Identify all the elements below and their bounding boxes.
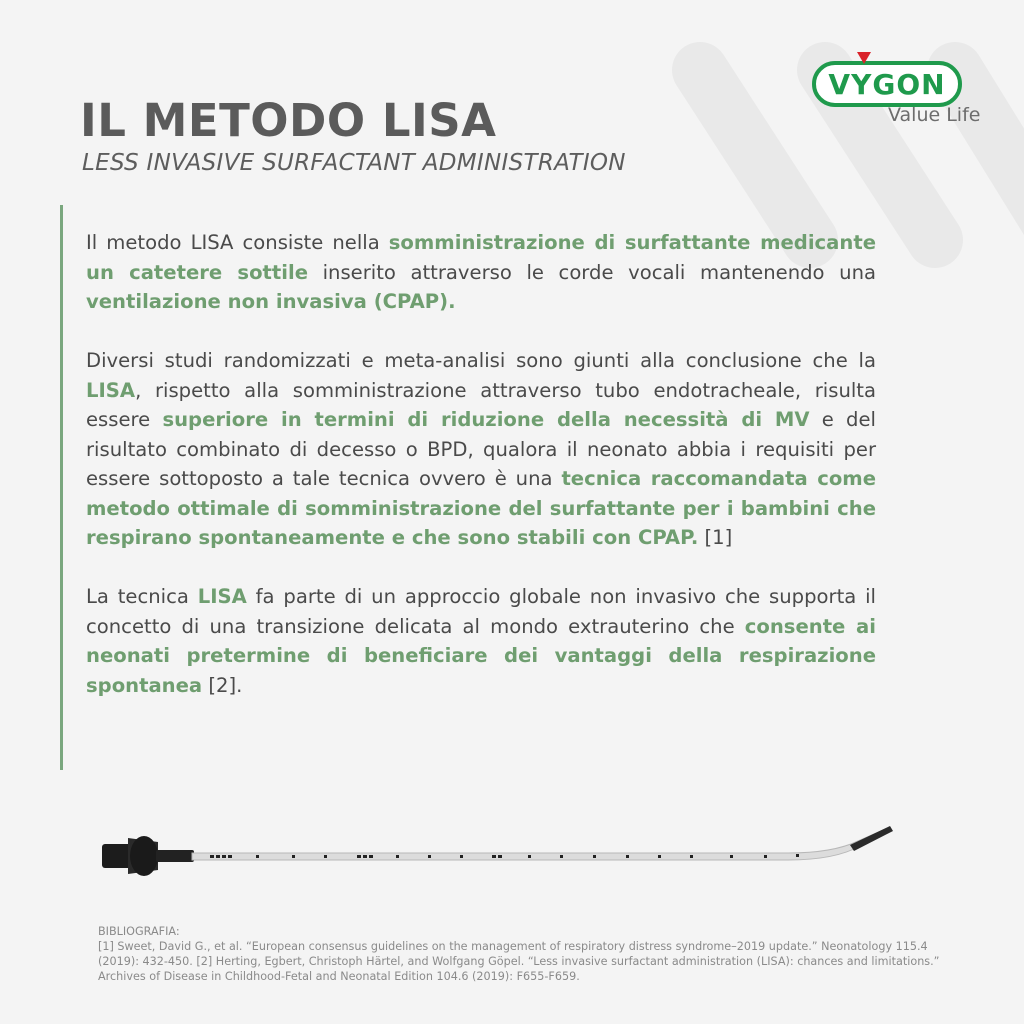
text-run: , rispetto alla somministrazione attraverso tubo endotracheale, risulta essere (86, 378, 876, 431)
highlight-run: superiore in termini di riduzione della necessità di MV (162, 408, 810, 431)
paragraph-1 (86, 228, 876, 317)
body-text (86, 228, 876, 730)
highlight-run: somministrazione di surfattante medicante un catetere sottile (86, 231, 876, 284)
logo-wordmark: VYGON (828, 67, 946, 101)
text-run: Diversi studi randomizzati e meta-analisi sono giunti alla conclusione che la (86, 349, 876, 372)
highlight-run: ventilazione non invasiva (CPAP). (86, 290, 456, 313)
text-run: [2]. (202, 673, 243, 697)
vygon-logo (812, 48, 992, 128)
highlight-run: LISA (197, 585, 247, 608)
text-run: Il metodo LISA consiste nella (86, 231, 389, 254)
accent-vertical-bar (60, 205, 63, 770)
paragraph-3 (86, 582, 876, 700)
logo-red-triangle-icon (857, 52, 871, 64)
highlight-run: consente ai neonati pretermine di beneficiare dei vantaggi della respirazione spontanea (86, 614, 876, 697)
text-run: [1] (698, 526, 733, 549)
text-run: inserito attraverso le corde vocali mantenendo una (307, 260, 876, 284)
logo-pill (812, 61, 962, 107)
text-run: fa parte di un approccio globale non invasivo che supporta il concetto di una transizione delicata al mondo extrauterino che (86, 585, 876, 638)
text-run: La tecnica (86, 585, 198, 608)
highlight-run: tecnica raccomandata come metodo ottimale di somministrazione del surfattante per i bambini che respirano spontaneamente e che sono stabili con CPAP. (86, 467, 876, 549)
bibliography-text: [1] Sweet, David G., et al. “European consensus guidelines on the management of respiratory distress syndrome–2019 update.” Neonatology 115.4 (2019): 432-450. [2] Herting, Egbert, Christoph Härtel, and Wolfgang Göpel. “Less invasive surfactant administration (LISA): chances and limitations.” Archives of Disease in Childhood-Fetal and Neonatal Edition 104.6 (2019): F655-F659. (98, 940, 940, 983)
bibliography (98, 924, 958, 984)
lisa-catheter-illustration (98, 818, 898, 888)
catheter-hub (102, 836, 194, 876)
catheter-tube (192, 827, 892, 860)
page-title: IL METODO LISA (80, 94, 497, 147)
stripe-1 (700, 70, 810, 240)
logo-tagline: Value Life (888, 104, 981, 126)
paragraph-2 (86, 346, 876, 553)
text-run: e del risultato combinato di decesso o BPD, qualora il neonato abbia i requisiti per essere sottoposto a tale tecnica ovvero è una (86, 408, 876, 490)
bibliography-heading: BIBLIOGRAFIA: (98, 925, 180, 938)
highlight-run: LISA (86, 378, 136, 402)
catheter-tip (850, 826, 893, 851)
page-subtitle: LESS INVASIVE SURFACTANT ADMINISTRATION (82, 150, 626, 176)
